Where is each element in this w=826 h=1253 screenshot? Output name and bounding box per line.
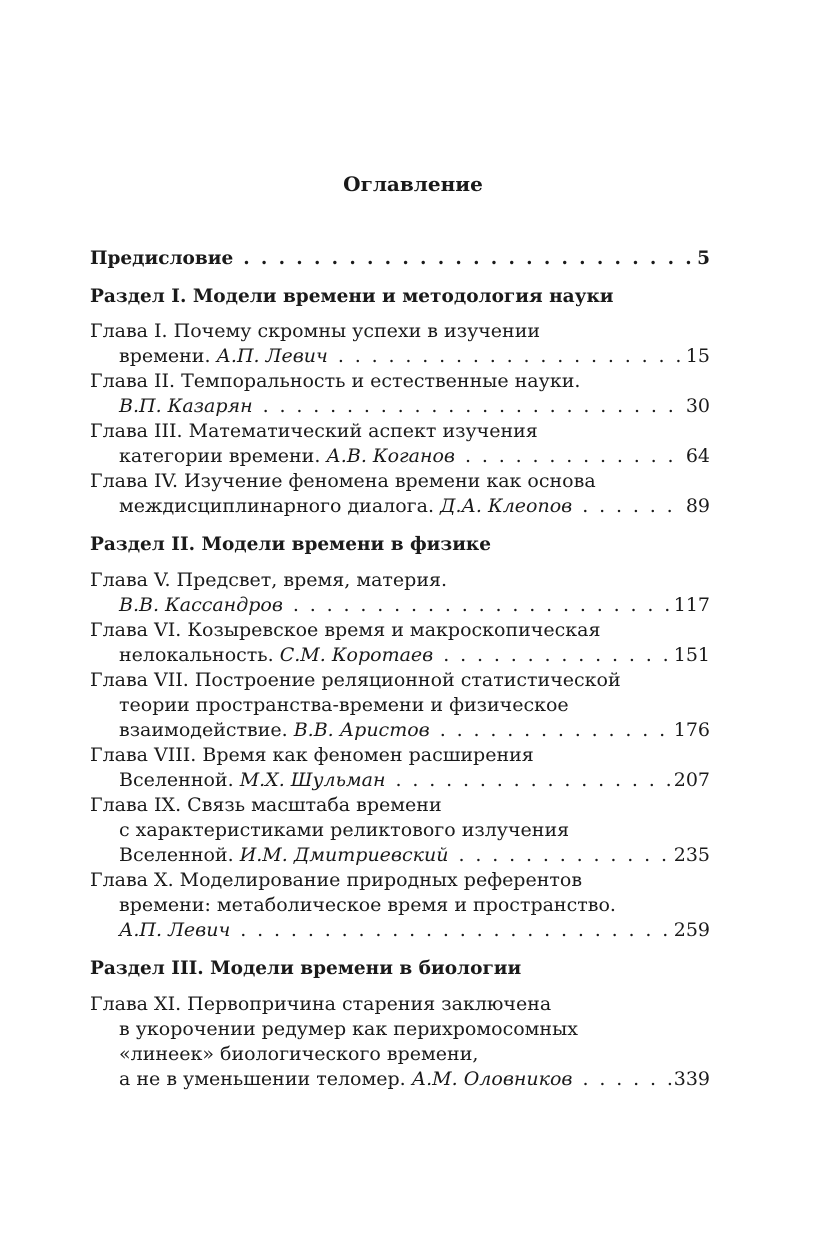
page-title: Оглавление: [343, 172, 483, 196]
page-number: 64: [685, 445, 710, 467]
page-number: 235: [673, 844, 710, 866]
toc-entry-preface[interactable]: [90, 246, 710, 271]
page-number: 117: [673, 594, 710, 616]
toc-entry-chapter-8[interactable]: Глава VIII. Время как феномен расширения: [90, 744, 534, 766]
toc-entry-chapter-10-cont[interactable]: времени: метаболическое время и пространство.: [119, 894, 616, 916]
toc-entry-chapter-3[interactable]: Глава III. Математический аспект изучения: [90, 420, 538, 442]
toc-entry-chapter-7-cont[interactable]: теории пространства-времени и физическое: [119, 694, 569, 716]
toc-entry-chapter-2[interactable]: Глава II. Темпоральность и естественные науки.: [90, 370, 581, 392]
entry-author: В.В. Кассандров: [119, 594, 283, 616]
section-heading-1: Раздел I. Модели времени и методология науки: [90, 286, 614, 307]
entry-text: Вселенной.: [119, 844, 234, 866]
toc-entry-chapter-9-cont2[interactable]: [119, 843, 710, 868]
page-number: 207: [673, 769, 710, 791]
toc-entry-chapter-10[interactable]: Глава X. Моделирование природных референтов: [90, 869, 583, 891]
dot-leader: [458, 843, 671, 868]
dot-leader: [240, 918, 671, 943]
dot-leader: [465, 444, 684, 469]
toc-entry-chapter-6-cont[interactable]: [119, 643, 710, 668]
dot-leader: [263, 394, 684, 419]
entry-author: В.П. Казарян: [119, 395, 253, 417]
page-number: 176: [673, 719, 710, 741]
entry-author: М.Х. Шульман: [239, 769, 386, 791]
entry-text: Вселенной.: [119, 769, 234, 791]
dot-leader: [443, 643, 672, 668]
page-number: 259: [673, 919, 710, 941]
toc-entry-chapter-3-cont[interactable]: [119, 444, 710, 469]
toc-entry-chapter-1[interactable]: Глава I. Почему скромны успехи в изучении: [90, 320, 541, 342]
toc-entry-chapter-9-cont[interactable]: с характеристиками реликтового излучения: [119, 819, 570, 841]
entry-author: С.М. Коротаев: [279, 644, 434, 666]
page-number: 15: [685, 345, 710, 367]
section-heading-3: Раздел III. Модели времени в биологии: [90, 958, 522, 979]
dot-leader: [582, 1067, 671, 1092]
entry-author: В.В. Аристов: [293, 719, 430, 741]
toc-entry-chapter-4[interactable]: Глава IV. Изучение феномена времени как основа: [90, 470, 596, 492]
entry-text: а не в уменьшении теломер.: [119, 1068, 406, 1090]
page-number: 339: [673, 1068, 710, 1090]
toc-entry-chapter-11-cont3[interactable]: [119, 1067, 710, 1092]
entry-author: А.М. Оловников: [411, 1068, 573, 1090]
toc-entry-chapter-11-cont[interactable]: в укорочении редумер как перихромосомных: [119, 1018, 578, 1040]
toc-entry-chapter-5[interactable]: Глава V. Предсвет, время, материя.: [90, 569, 448, 591]
entry-author: Д.А. Клеопов: [440, 495, 573, 517]
toc-entry-chapter-11[interactable]: Глава XI. Первопричина старения заключена: [90, 993, 552, 1015]
entry-text: времени.: [119, 345, 211, 367]
entry-title: Предисловие: [90, 248, 234, 269]
toc-entry-chapter-7-cont2[interactable]: [119, 718, 710, 743]
entry-author: И.М. Дмитриевский: [239, 844, 449, 866]
entry-text: междисциплинарного диалога.: [119, 495, 434, 517]
page-number: 89: [685, 495, 710, 517]
dot-leader: [338, 344, 684, 369]
entry-author: А.П. Левич: [216, 345, 328, 367]
toc-entry-chapter-1-cont[interactable]: [119, 344, 710, 369]
toc-entry-chapter-11-cont2[interactable]: «линеек» биологического времени,: [119, 1043, 479, 1065]
dot-leader: [293, 593, 672, 618]
entry-author: А.В. Коганов: [326, 445, 455, 467]
dot-leader: [582, 494, 684, 519]
section-heading-2: Раздел II. Модели времени в физике: [90, 534, 492, 555]
toc-entry-chapter-7[interactable]: Глава VII. Построение реляционной статистической: [90, 669, 621, 691]
entry-text: нелокальность.: [119, 644, 274, 666]
page-number: 30: [685, 395, 710, 417]
toc-entry-chapter-8-cont[interactable]: [119, 768, 710, 793]
dot-leader: [396, 768, 672, 793]
dot-leader: [243, 246, 695, 271]
page-number: 5: [697, 248, 710, 269]
entry-author: А.П. Левич: [119, 919, 231, 941]
toc-entry-chapter-6[interactable]: Глава VI. Козыревское время и макроскопическая: [90, 619, 601, 641]
page-number: 151: [673, 644, 710, 666]
toc-entry-chapter-2-cont[interactable]: [119, 394, 710, 419]
entry-text: категории времени.: [119, 445, 321, 467]
toc-entry-chapter-9[interactable]: Глава IX. Связь масштаба времени: [90, 794, 442, 816]
toc-entry-chapter-5-cont[interactable]: [119, 593, 710, 618]
dot-leader: [440, 718, 672, 743]
toc-entry-chapter-4-cont[interactable]: [119, 494, 710, 519]
entry-text: взаимодействие.: [119, 719, 288, 741]
toc-entry-chapter-10-cont2[interactable]: [119, 918, 710, 943]
